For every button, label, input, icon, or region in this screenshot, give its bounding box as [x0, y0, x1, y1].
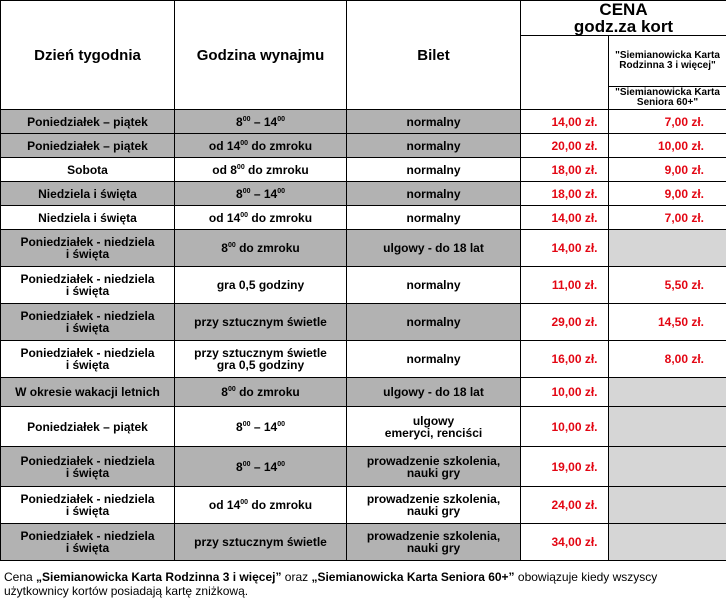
- table-row: [1, 267, 726, 304]
- cell-hours: przy sztucznym świetle gra 0,5 godziny: [175, 341, 347, 378]
- cell-day: Poniedziałek - niedziela i święta: [1, 230, 175, 267]
- table-row: [1, 158, 726, 182]
- cell-ticket: normalny: [347, 134, 521, 158]
- cell-price: 11,00 zł.: [521, 267, 609, 304]
- cell-hours: od $8^{00}$ do zmroku: [175, 158, 347, 182]
- cell-price: 24,00 zł.: [521, 487, 609, 524]
- header-hours: Godzina wynajmu: [175, 1, 347, 110]
- header-price: [521, 1, 726, 36]
- header-day: Dzień tygodnia: [1, 1, 175, 110]
- cell-discount-price: [609, 524, 726, 561]
- cell-day: Poniedziałek - niedziela i święta: [1, 487, 175, 524]
- cell-hours: gra 0,5 godziny: [175, 267, 347, 304]
- cell-ticket: normalny: [347, 267, 521, 304]
- header-ticket: Bilet: [347, 1, 521, 110]
- cell-day: Poniedziałek – piątek: [1, 134, 175, 158]
- cell-day: Poniedziałek - niedziela i święta: [1, 447, 175, 487]
- cell-discount-price: [609, 230, 726, 267]
- table-row: [1, 134, 726, 158]
- cell-price: 20,00 zł.: [521, 134, 609, 158]
- cell-day: Poniedziałek - niedziela i święta: [1, 267, 175, 304]
- price-table-body: [1, 110, 726, 561]
- cell-day: Poniedziałek - niedziela i święta: [1, 341, 175, 378]
- header-price-regular: [521, 36, 609, 110]
- cell-price: 34,00 zł.: [521, 524, 609, 561]
- cell-discount-price: [609, 447, 726, 487]
- header-price-subtitle: godz.za kort: [573, 17, 674, 36]
- table-row: [1, 182, 726, 206]
- cell-hours: przy sztucznym świetle: [175, 524, 347, 561]
- cell-discount-price: 7,00 zł.: [609, 110, 726, 134]
- table-row: [1, 341, 726, 378]
- cell-day: Poniedziałek - niedziela i święta: [1, 304, 175, 341]
- cell-hours: od $14^{00}$ do zmroku: [175, 206, 347, 230]
- cell-ticket: prowadzenie szkolenia, nauki gry: [347, 524, 521, 561]
- cell-price: 16,00 zł.: [521, 341, 609, 378]
- cell-discount-price: 8,00 zł.: [609, 341, 726, 378]
- header-card-family: "Siemianowicka Karta Rodzinna 3 i więcej": [609, 36, 726, 87]
- cell-price: 14,00 zł.: [521, 230, 609, 267]
- cell-ticket: normalny: [347, 304, 521, 341]
- cell-price: 14,00 zł.: [521, 206, 609, 230]
- table-row: [1, 230, 726, 267]
- cell-hours: $8^{00}$ do zmroku: [175, 378, 347, 407]
- cell-day: Poniedziałek – piątek: [1, 407, 175, 447]
- cell-hours: od $14^{00}$ do zmroku: [175, 134, 347, 158]
- cell-price: 18,00 zł.: [521, 182, 609, 206]
- table-row: [1, 524, 726, 561]
- cell-discount-price: 9,00 zł.: [609, 182, 726, 206]
- cell-hours: $8^{00} - 14^{00}$: [175, 407, 347, 447]
- cell-ticket: ulgowy emeryci, renciści: [347, 407, 521, 447]
- cell-price: 29,00 zł.: [521, 304, 609, 341]
- table-row: [1, 487, 726, 524]
- cell-discount-price: 7,00 zł.: [609, 206, 726, 230]
- cell-day: Poniedziałek - niedziela i święta: [1, 524, 175, 561]
- table-row: [1, 304, 726, 341]
- cell-ticket: normalny: [347, 182, 521, 206]
- cell-discount-price: 5,50 zł.: [609, 267, 726, 304]
- footnote: [4, 570, 722, 598]
- cell-ticket: prowadzenie szkolenia, nauki gry: [347, 487, 521, 524]
- cell-price: 19,00 zł.: [521, 447, 609, 487]
- cell-day: Niedziela i święta: [1, 182, 175, 206]
- cell-price: 10,00 zł.: [521, 378, 609, 407]
- footnote-prefix: Cena: [4, 570, 37, 584]
- cell-price: 14,00 zł.: [521, 110, 609, 134]
- cell-ticket: prowadzenie szkolenia, nauki gry: [347, 447, 521, 487]
- footnote-suffix: obowiązuje kiedy wszyscy użytkownicy kortów posiadają kartę zniżkową.: [4, 570, 658, 598]
- table-row: [1, 378, 726, 407]
- cell-day: Niedziela i święta: [1, 206, 175, 230]
- cell-hours: $8^{00}$ do zmroku: [175, 230, 347, 267]
- cell-discount-price: 10,00 zł.: [609, 134, 726, 158]
- table-row: [1, 447, 726, 487]
- cell-hours: przy sztucznym świetle: [175, 304, 347, 341]
- cell-hours: $8^{00} - 14^{00}$: [175, 110, 347, 134]
- footnote-card-family: „Siemianowicka Karta Rodzinna 3 i więcej”: [36, 570, 282, 584]
- footnote-middle: oraz: [281, 570, 312, 584]
- cell-price: 10,00 zł.: [521, 407, 609, 447]
- cell-hours: $8^{00} - 14^{00}$: [175, 182, 347, 206]
- cell-ticket: normalny: [347, 206, 521, 230]
- cell-discount-price: 9,00 zł.: [609, 158, 726, 182]
- cell-hours: od $14^{00}$ do zmroku: [175, 487, 347, 524]
- cell-discount-price: [609, 407, 726, 447]
- cell-hours: $8^{00} - 14^{00}$: [175, 447, 347, 487]
- header-price-title: CENA: [599, 0, 648, 19]
- table-row: [1, 110, 726, 134]
- cell-discount-price: [609, 378, 726, 407]
- table-row: [1, 206, 726, 230]
- cell-day: Poniedziałek – piątek: [1, 110, 175, 134]
- cell-ticket: normalny: [347, 158, 521, 182]
- cell-discount-price: 14,50 zł.: [609, 304, 726, 341]
- cell-ticket: normalny: [347, 110, 521, 134]
- cell-ticket: ulgowy - do 18 lat: [347, 230, 521, 267]
- cell-price: 18,00 zł.: [521, 158, 609, 182]
- table-row: [1, 407, 726, 447]
- cell-ticket: normalny: [347, 341, 521, 378]
- cell-ticket: ulgowy - do 18 lat: [347, 378, 521, 407]
- footnote-card-senior: „Siemianowicka Karta Seniora 60+”: [311, 570, 515, 584]
- header-card-senior: "Siemianowicka Karta Seniora 60+": [609, 87, 726, 110]
- cell-day: W okresie wakacji letnich: [1, 378, 175, 407]
- cell-day: Sobota: [1, 158, 175, 182]
- cell-discount-price: [609, 487, 726, 524]
